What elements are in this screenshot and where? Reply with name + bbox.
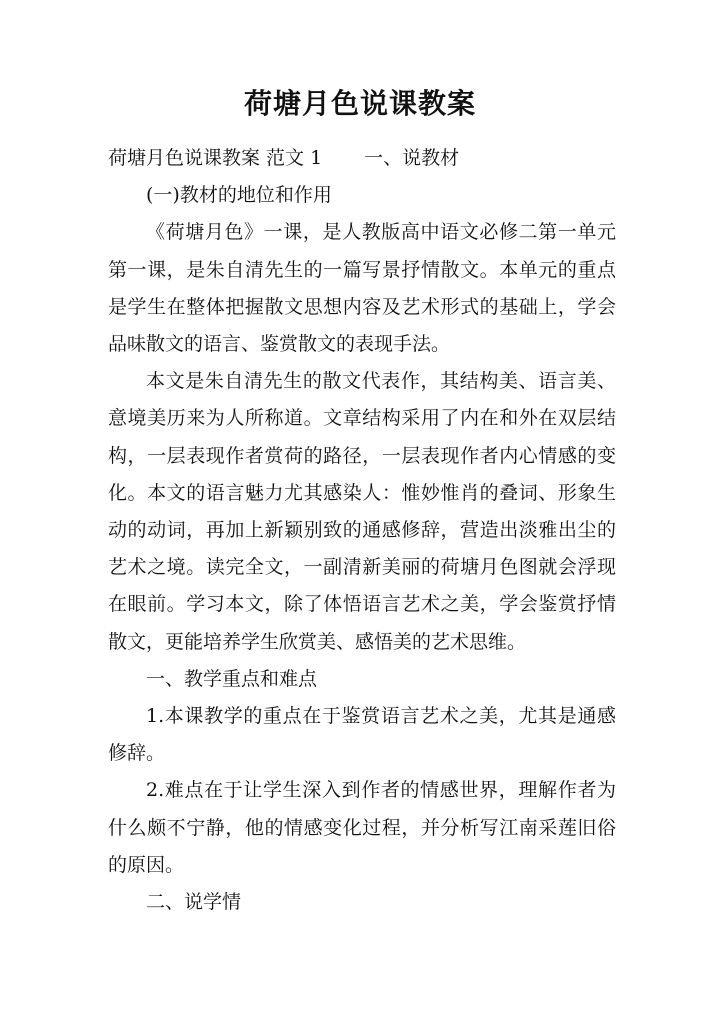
heading-key-points: 一、教学重点和难点 xyxy=(146,667,318,690)
paragraph-textbook-position: 《荷塘月色》一课，是人教版高中语文必修二第一单元第一课，是朱自清先生的一篇写景抒情散文。本单元的重点是学生在整体把握散文思想内容及艺术形式的基础上，学会品味散文的语言、鉴赏散文的表现手法。 xyxy=(108,221,616,356)
paragraph-key-point-1: 1.本课教学的重点在于鉴赏语言艺术之美，尤其是通感修辞。 xyxy=(108,705,616,765)
paragraph-key-point-2: 2.难点在于让学生深入到作者的情感世界，理解作者为什么颇不宁静，他的情感变化过程，并分析写江南采莲旧俗的原因。 xyxy=(108,779,616,876)
heading-student-situation: 二、说学情 xyxy=(146,891,242,914)
document-title: 荷塘月色说课教案 xyxy=(243,87,476,120)
subheading-role: (一)教材的地位和作用 xyxy=(146,184,332,207)
paragraph-text-analysis: 本文是朱自清先生的散文代表作，其结构美、语言美、意境美历来为人所称道。文章结构采用了内在和外在双层结构，一层表现作者赏荷的路径，一层表现作者内心情感的变化。本文的语言魅力尤其感染人：惟妙惟肖的叠词、形象生动的动词，再加上新颖别致的通感修辞，营造出淡雅出尘的艺术之境。读完全文，一副清新美丽的荷塘月色图就会浮现在眼前。学习本文，除了体悟语言艺术之美，学会鉴赏抒情散文，更能培养学生欣赏美、感悟美的艺术思维。 xyxy=(108,370,616,653)
document-body xyxy=(108,140,616,921)
intro-line xyxy=(108,140,616,177)
intro-lead: 荷塘月色说课教案 范文 1 xyxy=(108,147,323,169)
section-heading-textbook: 一、说教材 xyxy=(364,147,460,169)
